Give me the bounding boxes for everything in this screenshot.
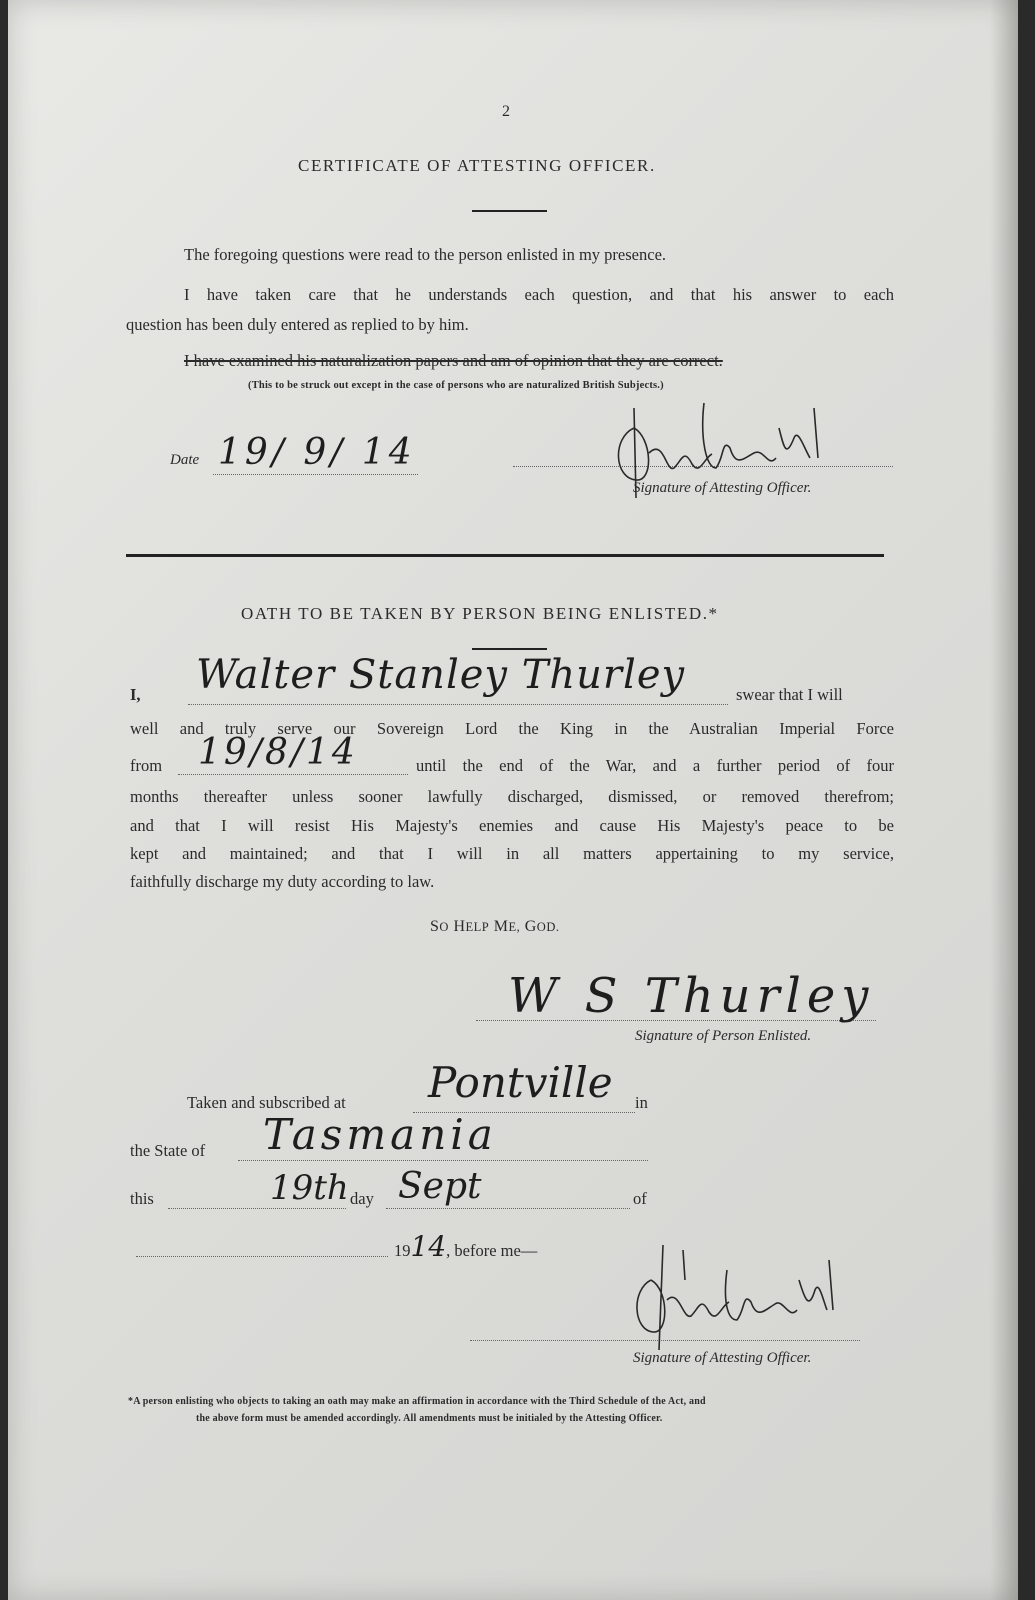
oath-title: OATH TO BE TAKEN BY PERSON BEING ENLISTED.* <box>241 604 719 623</box>
oath-line-4: months thereafter unless sooner lawfully discharged, dismissed, or removed therefrom; <box>130 787 894 806</box>
place-handwritten: Pontville <box>428 1058 613 1107</box>
oath-prefix: I, <box>130 685 141 704</box>
certificate-para-2-line-1: I have taken care that he understands each question, and that his answer to each <box>184 285 894 304</box>
so-help-me-god: SO HELP ME, GOD. <box>430 918 560 935</box>
from-label: from <box>130 756 163 775</box>
date-handwritten: 19/ 9/ 14 <box>218 432 416 473</box>
day-label: day <box>350 1189 374 1208</box>
footnote-line-1: *A person enlisting who objects to taking an oath may make an affirmation in accordance with the Third Schedule of the Act, and <box>128 1396 706 1407</box>
from-date-handwritten: 19/8/14 <box>198 732 358 773</box>
name-dotline <box>188 704 728 705</box>
of-label: of <box>633 1189 647 1208</box>
certificate-para-1: The foregoing questions were read to the person enlisted in my presence. <box>184 245 667 264</box>
officer-signature-2 <box>623 1240 843 1360</box>
oath-line-2: well and truly serve our Sovereign Lord the King in the Australian Imperial Force <box>130 719 894 738</box>
footnote-line-2: the above form must be amended accordingly. All amendments must be initialed by the Attesting Officer. <box>196 1413 663 1424</box>
taken-subscribed-label: Taken and subscribed at <box>187 1093 346 1112</box>
person-signature: W S Thurley <box>508 968 875 1024</box>
year-leading-dotline <box>136 1256 388 1257</box>
document-page <box>8 0 1018 1600</box>
section-divider <box>126 554 884 557</box>
struck-note: (This to be struck out except in the case of persons who are naturalized British Subjects.) <box>248 380 664 391</box>
enlistee-name-handwritten: Walter Stanley Thurley <box>196 652 686 698</box>
officer-signature-label-1: Signature of Attesting Officer. <box>633 480 812 496</box>
person-signature-label: Signature of Person Enlisted. <box>635 1028 812 1044</box>
oath-line-5: and that I will resist His Majesty's enemies and cause His Majesty's peace to be <box>130 816 894 835</box>
oath-line-7: faithfully discharge my duty according to law. <box>130 872 435 891</box>
date-label: Date <box>170 452 200 468</box>
certificate-title: CERTIFICATE OF ATTESTING OFFICER. <box>298 156 656 175</box>
struck-naturalization-line: I have examined his naturalization papers and am of opinion that they are correct. <box>184 351 723 370</box>
page-edge-shadow <box>990 0 1018 1600</box>
in-label: in <box>635 1093 648 1112</box>
oath-line-3-rest: until the end of the War, and a further period of four <box>416 756 894 775</box>
this-label: this <box>130 1189 154 1208</box>
oath-swear: swear that I will <box>736 685 843 704</box>
page-number: 2 <box>502 103 510 120</box>
oath-line-6: kept and maintained; and that I will in all matters appertaining to my service, <box>130 844 894 863</box>
state-handwritten: Tasmania <box>263 1110 497 1159</box>
from-date-dotline <box>178 774 408 775</box>
month-handwritten: Sept <box>398 1166 482 1207</box>
year-line: 1914, before me— <box>394 1230 538 1263</box>
state-label: the State of <box>130 1141 206 1160</box>
month-dotline <box>386 1208 630 1209</box>
title-divider <box>472 210 547 212</box>
certificate-para-2-line-2: question has been duly entered as replied to by him. <box>126 315 469 334</box>
officer-signature-label-2: Signature of Attesting Officer. <box>633 1350 812 1366</box>
day-handwritten: 19th <box>270 1168 349 1208</box>
oath-title-divider <box>472 648 547 650</box>
state-dotline <box>238 1160 648 1161</box>
date-dotline <box>213 474 418 475</box>
day-dotline <box>168 1208 346 1209</box>
